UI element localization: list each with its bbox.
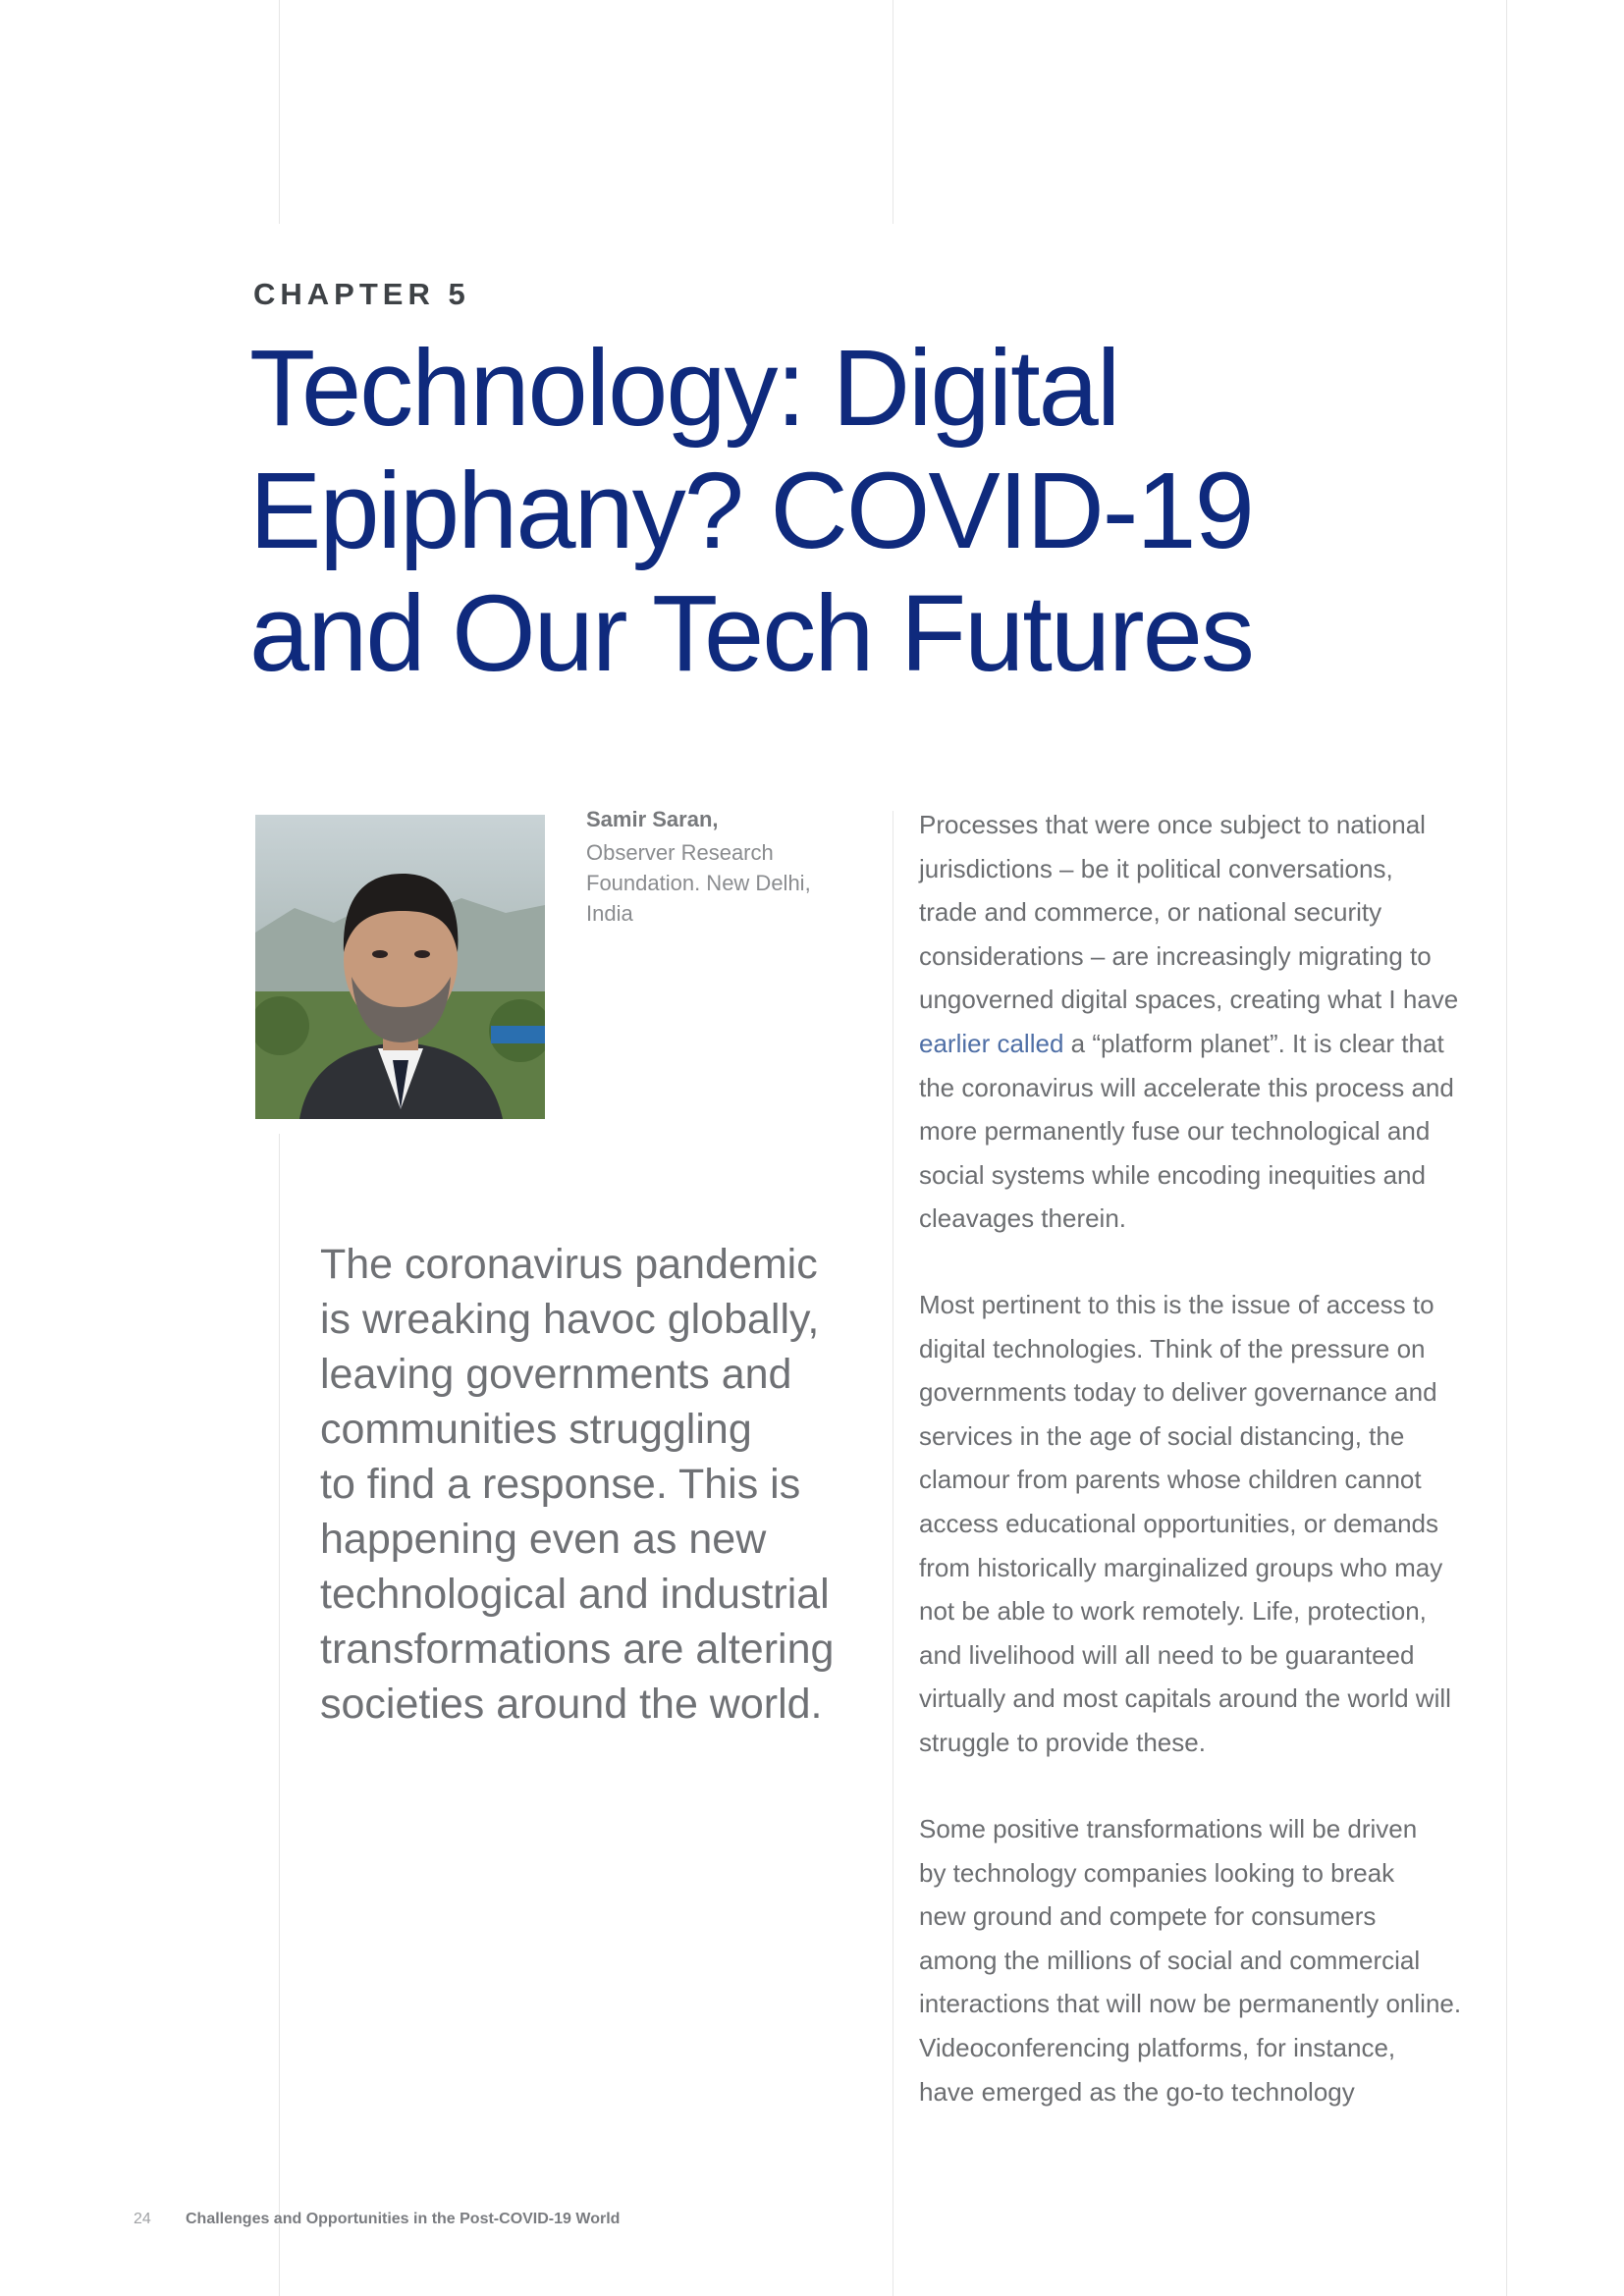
body-line: Most pertinent to this is the issue of access to	[919, 1290, 1435, 1319]
body-line: and livelihood will all need to be guaranteed	[919, 1639, 1415, 1670]
body-line: more permanently fuse our technological and	[919, 1116, 1431, 1147]
body-paragraph-1	[919, 803, 1508, 1241]
pull-quote-line: leaving governments and	[320, 1351, 792, 1398]
body-line: Some positive transformations will be driven	[919, 1814, 1418, 1843]
body-line: considerations – are increasingly migrating to	[919, 940, 1432, 971]
body-line: governments today to deliver governance and	[919, 1377, 1437, 1408]
body-line: cleavages therein.	[919, 1203, 1127, 1234]
column-rule-left-bottom	[279, 1134, 280, 2296]
body-line: not be able to work remotely. Life, protection,	[919, 1596, 1427, 1627]
body-line-with-link	[919, 1022, 1508, 1066]
body-line: jurisdictions – be it political conversations,	[919, 853, 1393, 883]
earlier-called-link[interactable]: earlier called	[919, 1028, 1064, 1058]
column-rule-left-top	[279, 0, 280, 224]
body-line: new ground and compete for consumers	[919, 1901, 1377, 1932]
body-line: virtually and most capitals around the world will	[919, 1683, 1451, 1714]
pull-quote	[320, 1237, 870, 1732]
body-line: interactions that will now be permanently online.	[919, 1989, 1462, 2019]
footer-publication-title: Challenges and Opportunities in the Post-COVID-19 World	[186, 2211, 621, 2227]
chapter-title-line: and Our Tech Futures	[249, 573, 1253, 694]
author-portrait-image	[255, 815, 545, 1119]
body-line: have emerged as the go-to technology	[919, 2076, 1355, 2107]
pull-quote-line: societies around the world.	[320, 1681, 823, 1728]
body-line-text: a “platform planet”. It is clear that	[1063, 1028, 1444, 1058]
body-line: access educational opportunities, or demands	[919, 1508, 1438, 1538]
pull-quote-line: is wreaking havoc globally,	[320, 1296, 820, 1343]
body-line: Processes that were once subject to national	[919, 810, 1426, 839]
chapter-title-line: Technology: Digital	[249, 328, 1119, 449]
chapter-title	[249, 327, 1329, 695]
pull-quote-line: transformations are altering	[320, 1626, 835, 1673]
body-line: struggle to provide these.	[919, 1727, 1206, 1757]
body-line: clamour from parents whose children cannot	[919, 1465, 1422, 1495]
pull-quote-line: technological and industrial	[320, 1571, 830, 1618]
chapter-label: CHAPTER 5	[253, 277, 470, 311]
author-photo	[255, 815, 545, 1119]
body-paragraph-2	[919, 1283, 1508, 1765]
pull-quote-line: communities struggling	[320, 1406, 752, 1453]
body-line: among the millions of social and commercial	[919, 1945, 1421, 1975]
body-line: the coronavirus will accelerate this process and	[919, 1072, 1454, 1102]
chapter-title-line: Epiphany? COVID-19	[249, 451, 1253, 571]
pull-quote-line: The coronavirus pandemic	[320, 1241, 818, 1288]
body-line: Videoconferencing platforms, for instance,	[919, 2032, 1396, 2062]
author-affiliation: Observer Research Foundation. New Delhi, India	[586, 840, 811, 926]
body-line: ungoverned digital spaces, creating what I have	[919, 985, 1459, 1015]
author-name: Samir Saran,	[586, 807, 719, 831]
body-line: by technology companies looking to break	[919, 1857, 1395, 1888]
body-paragraph-3	[919, 1807, 1508, 2113]
body-line: from historically marginalized groups who may	[919, 1552, 1443, 1582]
body-line: trade and commerce, or national security	[919, 897, 1382, 928]
body-line: services in the age of social distancing, the	[919, 1420, 1405, 1451]
body-line: digital technologies. Think of the pressure on	[919, 1333, 1426, 1363]
pull-quote-line: to find a response. This is	[320, 1461, 801, 1508]
pull-quote-line: happening even as new	[320, 1516, 767, 1563]
footer-page-number: 24	[134, 2211, 151, 2227]
body-line: social systems while encoding inequities and	[919, 1159, 1426, 1190]
